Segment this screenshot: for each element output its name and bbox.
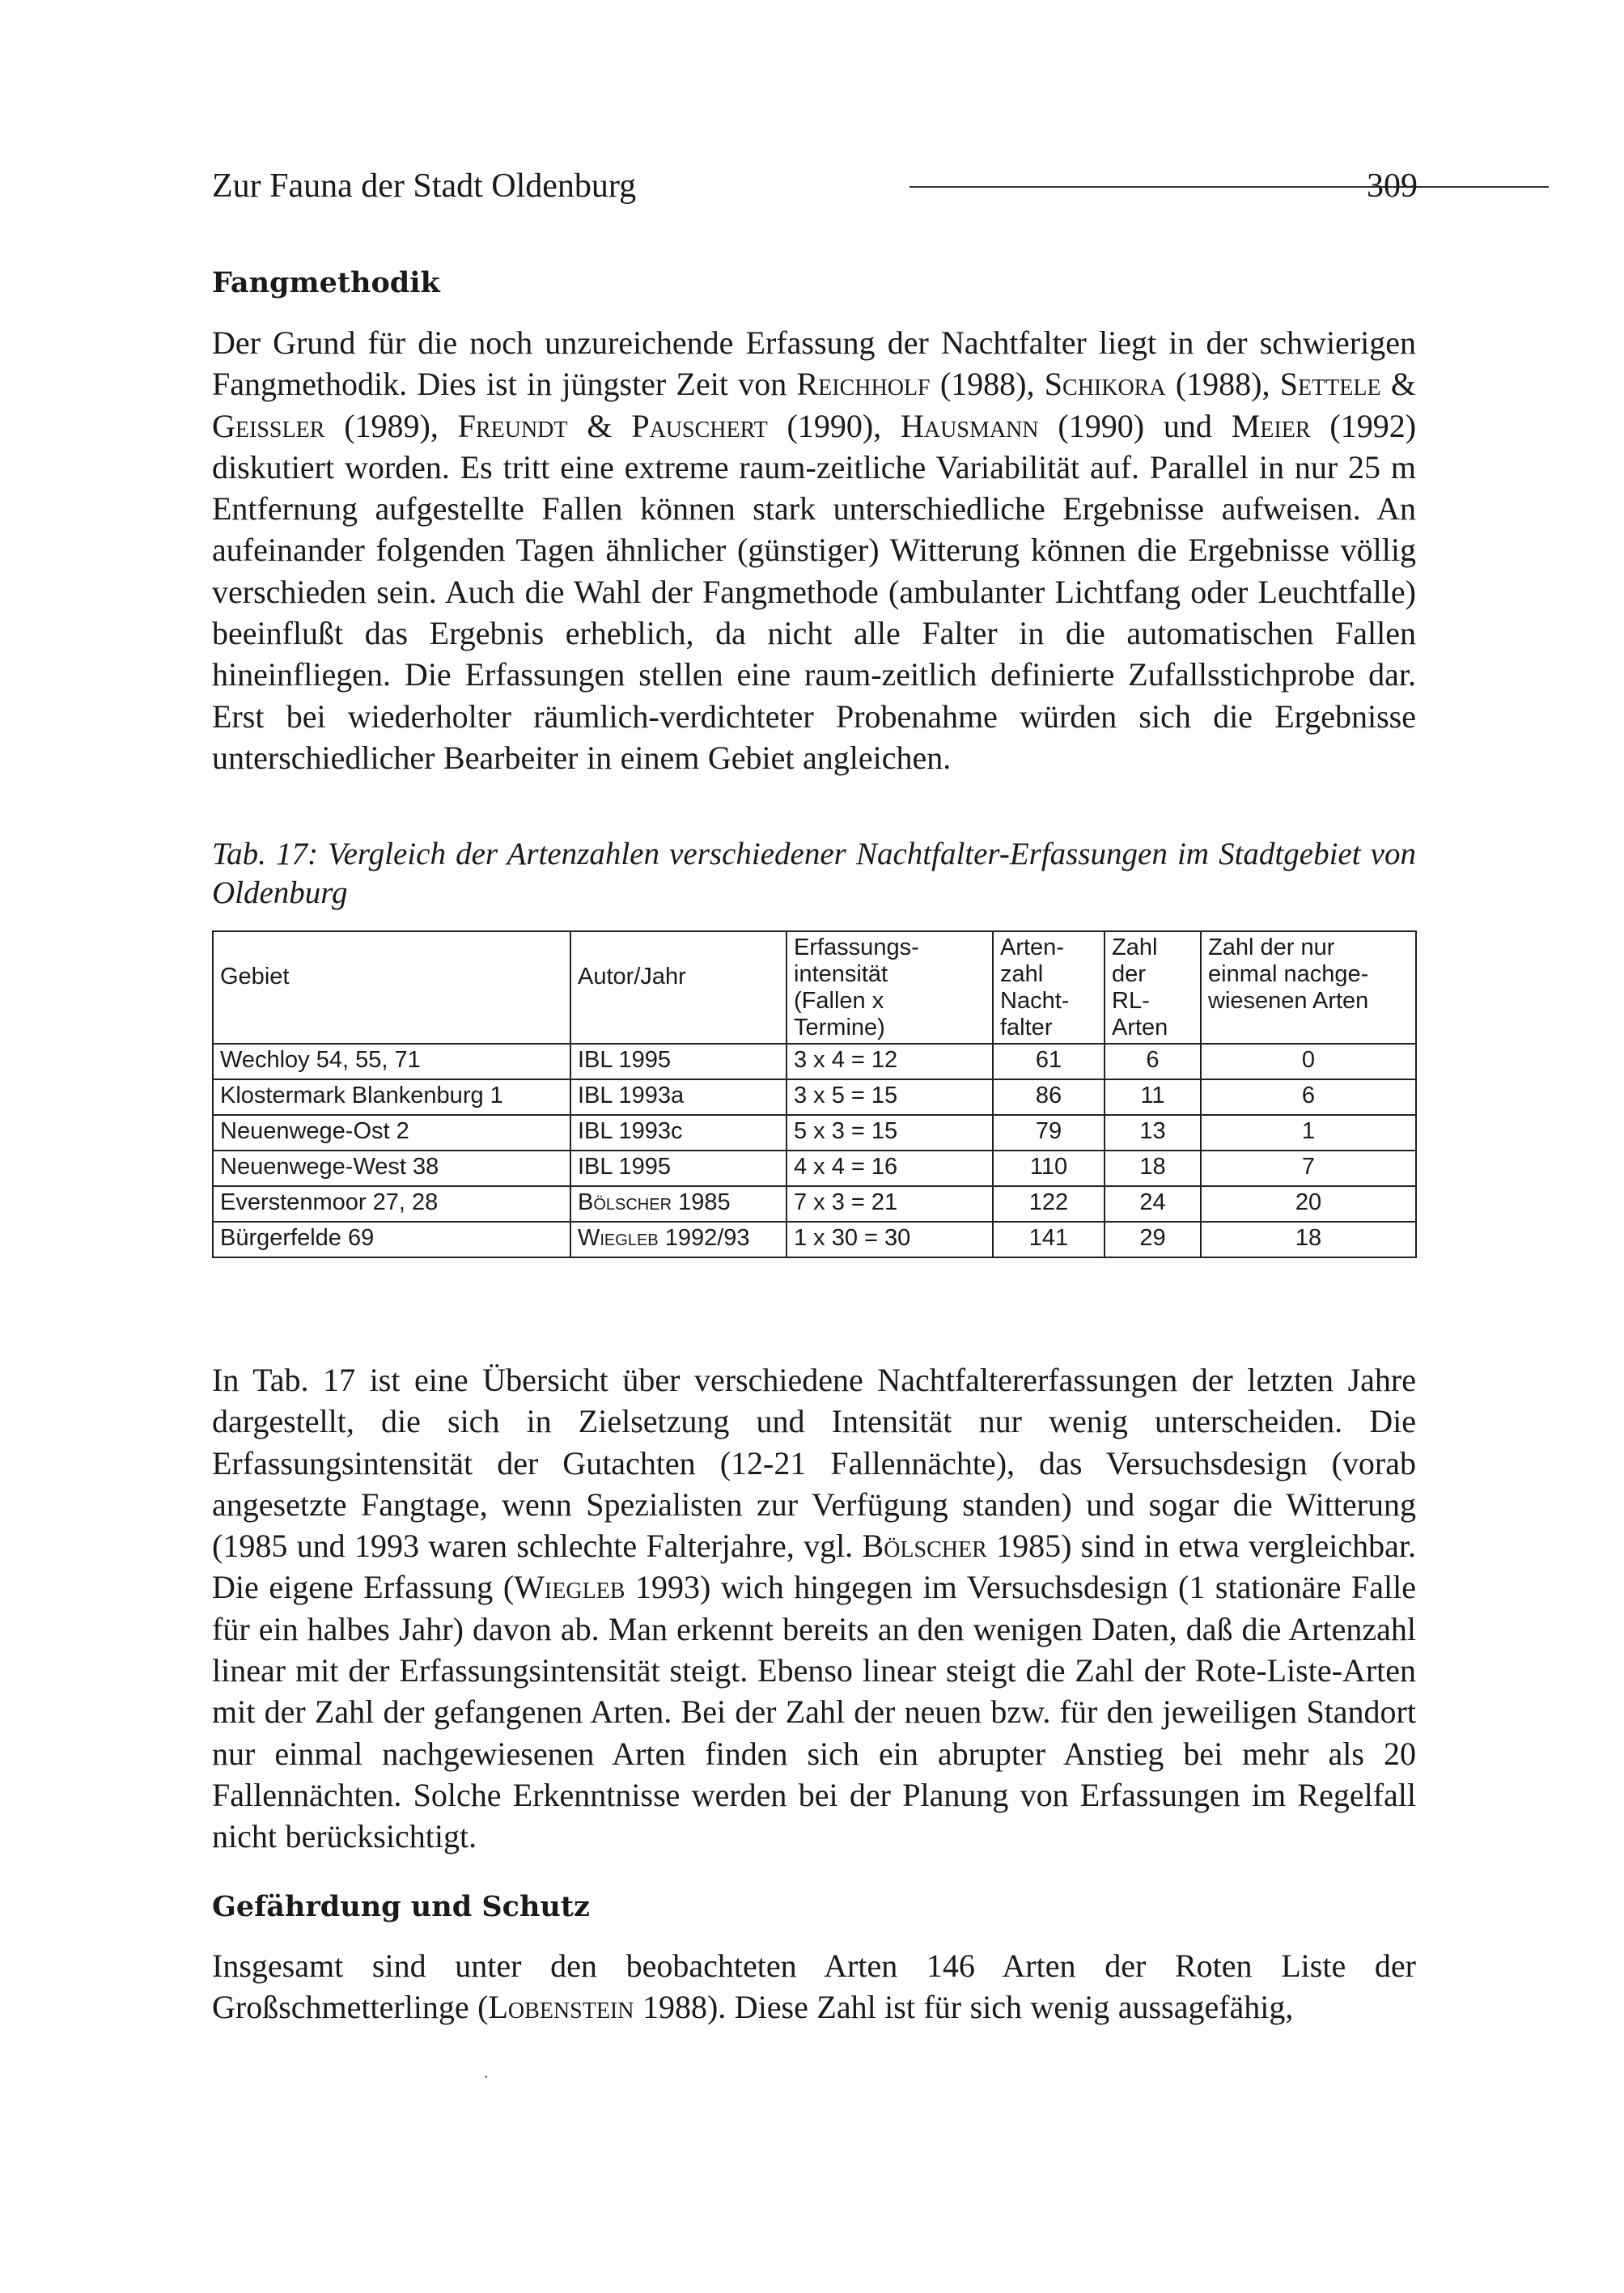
header-rl-arten: Zahl der RL- Arten [1105,931,1201,1044]
running-head-title: Zur Fauna der Stadt Oldenburg [212,167,637,205]
text-run: (1988), [930,366,1045,403]
cell-autor-jahr [570,1151,787,1186]
author-name: Bölscher [862,1528,987,1565]
author-year: IBL 1993c [578,1118,683,1144]
header-einmal-nachgewiesen: Zahl der nur einmal nachge- wiesenen Arten [1201,931,1416,1044]
author-year: 1985 [672,1189,731,1215]
text-run: (1992) diskutiert worden. Es tritt eine extreme raum-zeitliche Variabilität auf. Parallel in nur 25 m Entfernung aufgestellte Fallen können stark unterschiedliche Ergebnisse aufweisen. An aufeinander folgenden Tagen ähnlicher (günstiger) Witterung können die Ergebnisse völlig verschieden sein. Auch die Wahl der Fangmethode (ambulanter Lichtfang oder Leuchtfalle) beeinflußt das Ergebnis erheblich, da nicht alle Falter in die automatischen Fallen hineinfliegen. Die Erfassungen stellen eine raum-zeitlich definierte Zufallsstichprobe dar. Erst bei wiederholter räumlich-verdichteter Probenahme würden sich die Ergebnisse unterschiedlicher Bearbeiter in einem Gebiet angleichen. [212,407,1417,776]
paragraph-uebersicht [212,1359,1416,1858]
table-row [213,1115,1416,1151]
cell-rl-arten: 11 [1105,1079,1201,1115]
author-name: Wiegleb [514,1569,625,1606]
cell-rl-arten: 6 [1105,1044,1201,1079]
cell-erfassungsintensitaet: 5 x 3 = 15 [787,1115,993,1151]
cell-erfassungsintensitaet: 7 x 3 = 21 [787,1186,993,1222]
header-autor-jahr: Autor/Jahr [570,931,787,1044]
cell-erfassungsintensitaet: 1 x 30 = 30 [787,1222,993,1257]
author-name: Schikora [1044,366,1166,403]
paragraph-fangmethodik [212,322,1416,778]
section-heading-gefaehrdung: Gefährdung und Schutz [212,1890,590,1923]
table-row [213,1222,1416,1257]
comparison-table [212,930,1417,1258]
page-number: 309 [1367,167,1418,205]
cell-autor-jahr [570,1222,787,1257]
cell-gebiet: Neuenwege-West 38 [213,1151,570,1186]
cell-erfassungsintensitaet: 3 x 5 = 15 [787,1079,993,1115]
author-name: Meier [1231,407,1311,444]
text-run: In Tab. 17 ist eine Übersicht über verschiedene Nachtfaltererfassungen der letzten Jahre dargestellt, die sich in Zielsetzung und Intensität nur wenig unterscheiden. Die Erfassungsintensität der Gutachten (12-21 Fallennächte), das Versuchsdesign (vorab angesetzte Fangtage, wenn Spezialisten zur Verfügung standen) und sogar die Witterung (1985 und 1993 waren schlechte Falterjahre, vgl. [212,1362,1416,1565]
table-body [213,1044,1416,1257]
paragraph-gefaehrdung [212,1945,1416,2028]
cell-einmal-nachgewiesen: 7 [1201,1151,1416,1186]
author-name: Freundt & Pauschert [457,407,768,444]
cell-autor-jahr [570,1115,787,1151]
cell-erfassungsintensitaet: 4 x 4 = 16 [787,1151,993,1186]
cell-artenzahl: 110 [993,1151,1105,1186]
text-run: 1985) sind in etwa vergleichbar. Die eigene Erfassung ( [212,1528,1417,1606]
cell-einmal-nachgewiesen: 6 [1201,1079,1416,1115]
cell-autor-jahr [570,1044,787,1079]
running-head-rule [910,186,1549,188]
cell-autor-jahr [570,1186,787,1222]
footer-mark: . [484,2062,489,2082]
author-name: Hausmann [901,407,1039,444]
cell-gebiet: Wechloy 54, 55, 71 [213,1044,570,1079]
text-run: (1989), [324,407,458,444]
text-run: (1990) und [1038,407,1232,444]
cell-artenzahl: 79 [993,1115,1105,1151]
author-year: 1992/93 [658,1225,750,1251]
author-name: Lobenstein [488,1989,634,2026]
text-run: Der Grund für die noch unzureichende Erfassung der Nachtfalter liegt in der schwierigen Fangmethodik. Dies ist in jüngster Zeit von [212,324,1416,403]
author-year: IBL 1995 [578,1154,672,1180]
cell-gebiet: Everstenmoor 27, 28 [213,1186,570,1222]
cell-einmal-nachgewiesen: 20 [1201,1186,1416,1222]
cell-artenzahl: 86 [993,1079,1105,1115]
cell-rl-arten: 18 [1105,1151,1201,1186]
table-header-row [213,931,1416,1044]
running-head [212,163,1418,209]
author-name: Reichholf [796,366,931,403]
cell-artenzahl: 61 [993,1044,1105,1079]
cell-erfassungsintensitaet: 3 x 4 = 12 [787,1044,993,1079]
cell-einmal-nachgewiesen: 18 [1201,1222,1416,1257]
cell-artenzahl: 122 [993,1186,1105,1222]
cell-gebiet: Klostermark Blankenburg 1 [213,1079,570,1115]
cell-artenzahl: 141 [993,1222,1105,1257]
header-gebiet: Gebiet [213,931,570,1044]
cell-einmal-nachgewiesen: 1 [1201,1115,1416,1151]
author-year: IBL 1993a [578,1083,685,1108]
table-row [213,1044,1416,1079]
cell-autor-jahr [570,1079,787,1115]
table-caption: Tab. 17: Vergleich der Artenzahlen verschiedener Nachtfalter-Erfassungen im Stadtgebiet von Oldenburg [212,837,1416,910]
text-run: (1990), [767,407,901,444]
author-name: Bölscher [578,1189,672,1215]
text-run: 1988). Diese Zahl ist für sich wenig aussagefähig, [634,1989,1294,2026]
author-year: IBL 1995 [578,1047,672,1073]
header-erfassungsintensitaet: Erfassungs- intensität (Fallen x Termine) [787,931,993,1044]
text-run: (1988), [1165,366,1280,403]
table-row [213,1079,1416,1115]
text-run: Insgesamt sind unter den beobachteten Arten 146 Arten der Roten Liste der Großschmetterlinge ( [212,1948,1416,2026]
author-name: Settele & Geißler [212,366,1416,444]
cell-rl-arten: 24 [1105,1186,1201,1222]
header-artenzahl: Arten- zahl Nacht- falter [993,931,1105,1044]
cell-rl-arten: 13 [1105,1115,1201,1151]
text-run: 1993) wich hingegen im Versuchsdesign (1 stationäre Falle für ein halbes Jahr) davon ab. Man erkennt bereits an den wenigen Daten, daß die Artenzahl linear mit der Erfassungsintensität steigt. Ebenso linear steigt die Zahl der Rote-Liste-Arten mit der Zahl der gefangenen Arten. Bei der Zahl der neuen bzw. für den jeweiligen Standort nur einmal nachgewiesenen Arten finden sich ein abrupter Anstieg bei mehr als 20 Fallennächten. Solche Erkenntnisse werden bei der Planung von Erfassungen im Regelfall nicht berücksichtigt. [212,1569,1416,1855]
table-row [213,1151,1416,1186]
cell-rl-arten: 29 [1105,1222,1201,1257]
section-heading-fangmethodik: Fangmethodik [212,266,440,299]
cell-gebiet: Bürgerfelde 69 [213,1222,570,1257]
author-name: Wiegleb [578,1225,659,1251]
cell-gebiet: Neuenwege-Ost 2 [213,1115,570,1151]
cell-einmal-nachgewiesen: 0 [1201,1044,1416,1079]
table-row [213,1186,1416,1222]
